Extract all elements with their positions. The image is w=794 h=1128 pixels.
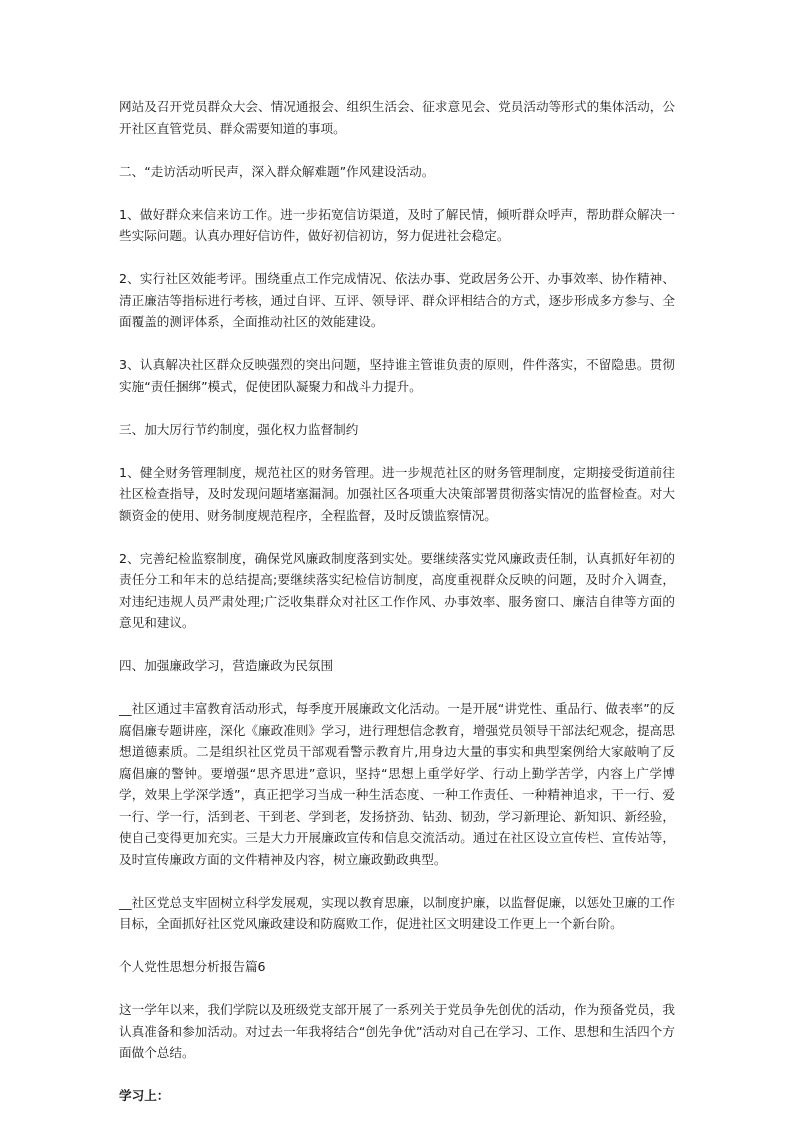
section-heading-2: 二、“走访活动听民声，深入群众解难题”作风建设活动。 bbox=[119, 163, 435, 179]
paragraph-intro: 网站及召开党员群众大会、情况通报会、组织生活会、征求意见会、党员活动等形式的集体活动，公开社区直管党员、群众需要知道的事项。 bbox=[119, 99, 675, 136]
paragraph-3-1: 1、健全财务管理制度，规范社区的财务管理。进一步规范社区的财务管理制度，定期接受街道前往社区检查指导，及时发现问题堵塞漏洞。加强社区各项重大决策部署贯彻落实情况的监督检查。对大额资金的使用、财务制度规范程序，全程监督，及时反馈监察情况。 bbox=[119, 464, 675, 523]
paragraph-report-intro: 这一学年以来，我们学院以及班级党支部开展了一系列关于党员争先创优的活动，作为预备党员，我认真准备和参加活动。对过去一年我将结合“创先争优”活动对自己在学习、工作、思想和生活四个方面做个总结。 bbox=[119, 1002, 675, 1060]
paragraph-4-2: __社区党总支牢固树立科学发展观，实现以教育思廉，以制度护廉，以监督促廉，以惩处卫廉的工作目标，全面抓好社区党风廉政建设和防腐败工作，促进社区文明建设工作更上一个新台阶。 bbox=[119, 894, 675, 931]
study-subheading: 学习上： bbox=[119, 1088, 170, 1103]
paragraph-2-1: 1、做好群众来信来访工作。进一步拓宽信访渠道，及时了解民情，倾听群众呼声，帮助群众解决一些实际问题。认真办理好信访件，做好初信初访，努力促进社会稳定。 bbox=[119, 206, 675, 243]
paragraph-2-2: 2、实行社区效能考评。围绕重点工作完成情况、依法办事、党政居务公开、办事效率、协作精神、清正廉洁等指标进行考核，通过自评、互评、领导评、群众评相结合的方式，逐步形成多方参与、全面覆盖的测评体系，全面推动社区的效能建设。 bbox=[119, 271, 675, 329]
paragraph-3-2: 2、完善纪检监察制度，确保党风廉政制度落到实处。要继续落实党风廉政责任制，认真抓好年初的责任分工和年末的总结提高;要继续落实纪检信访制度，高度重视群众反映的问题，及时介入调查，对违纪违规人员严肃处理;广泛收集群众对社区工作作风、办事效率、服务窗口、廉洁自律等方面的意见和建议。 bbox=[119, 550, 675, 630]
section-heading-3: 三、加大厉行节约制度，强化权力监督制约 bbox=[119, 421, 359, 437]
paragraph-4-1: __社区通过丰富教育活动形式，每季度开展廉政文化活动。一是开展“讲党性、重品行、做表率”的反腐倡廉专题讲座，深化《廉政准则》学习，进行理想信念教育，增强党员领导干部法纪观念，提高思想道德素质。二是组织社区党员干部观看警示教育片,用身边大量的事实和典型案例给大家敲响了反腐倡廉的警钟。要增强“思齐思进”意识，坚持“思想上重学好学、行动上勤学苦学，内容上广学博学，效果上学深学透”，真正把学习当成一种生活态度、一种工作责任、一种精神追求，干一行、爱一行、学一行，活到老、干到老、学到老，发扬挤劲、钻劲、韧劲，学习新理论、新知识、新经验，使自己变得更加充实。三是大力开展廉政宣传和信息交流活动。通过在社区设立宣传栏、宣传站等，及时宣传廉政方面的文件精神及内容，树立廉政勤政典型。 bbox=[119, 701, 675, 867]
document-page bbox=[119, 96, 675, 1128]
section-heading-4: 四、加强廉政学习，营造廉政为民氛围 bbox=[119, 658, 334, 673]
report-title: 个人党性思想分析报告篇6 bbox=[119, 959, 266, 974]
paragraph-2-3: 3、认真解决社区群众反映强烈的突出问题，坚持谁主管谁负责的原则，件件落实，不留隐患。贯彻实施“责任捆绑”模式，促使团队凝聚力和战斗力提升。 bbox=[119, 357, 675, 394]
